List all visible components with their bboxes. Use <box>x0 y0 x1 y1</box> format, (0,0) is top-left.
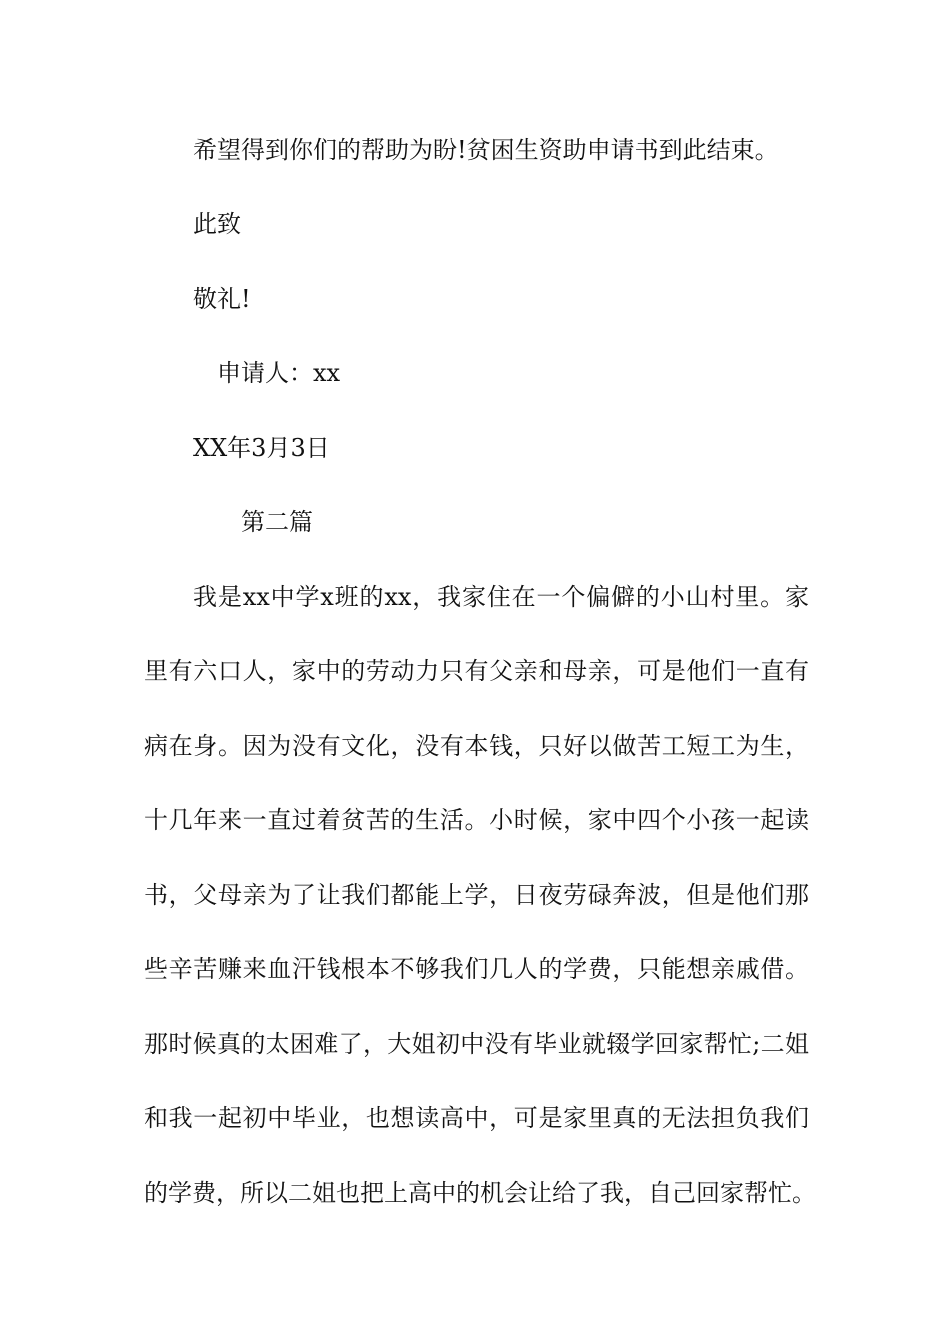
section-title: 第二篇 <box>241 508 313 536</box>
body-paragraph-line: 的学费，所以二姐也把上高中的机会让给了我，自己回家帮忙。 <box>144 1179 816 1207</box>
body-paragraph-line: 那时候真的太困难了，大姐初中没有毕业就辍学回家帮忙;二姐 <box>144 1030 809 1058</box>
body-paragraph-line: 十几年来一直过着贫苦的生活。小时候，家中四个小孩一起读 <box>144 806 809 834</box>
body-paragraph-line: 我是xx中学x班的xx，我家住在一个偏僻的小山村里。家 <box>193 583 809 611</box>
applicant-line: 申请人：xx <box>217 359 341 387</box>
body-paragraph-line: 里有六口人，家中的劳动力只有父亲和母亲，可是他们一直有 <box>144 657 809 685</box>
body-paragraph-line: 病在身。因为没有文化，没有本钱，只好以做苦工短工为生， <box>144 732 809 760</box>
date-line: XX年3月3日 <box>193 434 330 462</box>
regards-line-2: 敬礼! <box>193 285 251 313</box>
body-paragraph-line: 些辛苦赚来血汗钱根本不够我们几人的学费，只能想亲戚借。 <box>144 955 809 983</box>
regards-line-1: 此致 <box>193 210 241 238</box>
body-paragraph-line: 书，父母亲为了让我们都能上学，日夜劳碌奔波，但是他们那 <box>144 881 809 909</box>
body-paragraph-line: 和我一起初中毕业，也想读高中，可是家里真的无法担负我们 <box>144 1104 809 1132</box>
closing-line: 希望得到你们的帮助为盼!贫困生资助申请书到此结束。 <box>193 136 779 164</box>
